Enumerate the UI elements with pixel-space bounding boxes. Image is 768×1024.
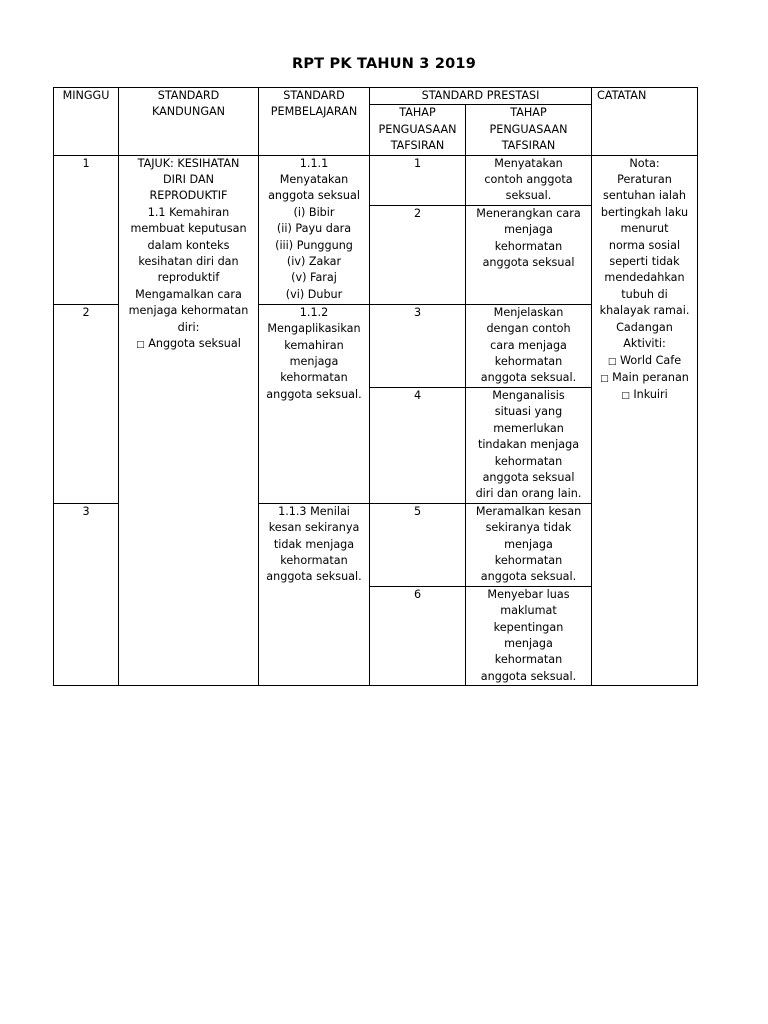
checkbox-bullet-icon: □ — [600, 373, 609, 384]
document-title: RPT PK TAHUN 3 2019 — [291, 56, 477, 72]
checkbox-bullet-icon: □ — [607, 356, 617, 367]
tafsiran-cell-1: Menyatakan contoh anggota seksual. — [466, 155, 592, 205]
activity-item: □ Inkuiri — [621, 388, 668, 402]
pembelajaran-cell-1-1-2: 1.1.2 Mengaplikasikan kemahiran menjaga kehormatan anggota seksual. — [259, 304, 370, 503]
checkbox-bullet-icon: □ — [621, 391, 630, 402]
activity-item: □ World Cafe — [607, 353, 682, 367]
header-tahap-penguasaan: TAHAP PENGUASAAN TAFSIRAN — [370, 105, 466, 155]
tahap-cell-5: 5 — [370, 503, 466, 586]
tahap-cell-3: 3 — [370, 304, 466, 387]
week-cell-3: 3 — [54, 503, 119, 685]
header-minggu: MINGGU — [54, 88, 119, 156]
tahap-cell-4: 4 — [370, 387, 466, 503]
tafsiran-cell-5: Meramalkan kesan sekiranya tidak menjaga kehormatan anggota seksual. — [466, 503, 592, 586]
pembelajaran-cell-1-1-3: 1.1.3 Menilai kesan sekiranya tidak menjaga kehormatan anggota seksual. — [259, 503, 370, 685]
pembelajaran-cell-1-1-1: 1.1.1 Menyatakan anggota seksual (i) Bibir (ii) Payu dara (iii) Punggung (iv) Zakar (v) Faraj (vi) Dubur — [259, 155, 370, 304]
tahap-cell-6: 6 — [370, 586, 466, 685]
standard-kandungan-cell: TAJUK: KESIHATAN DIRI DAN REPRODUKTIF 1.1 Kemahiran membuat keputusan dalam konteks kesihatan diri dan reproduktif Mengamalkan cara menjaga kehormatan diri: □ Anggota seksual — [119, 155, 259, 686]
tahap-cell-2: 2 — [370, 205, 466, 304]
header-standard-prestasi: STANDARD PRESTASI — [370, 88, 592, 105]
tafsiran-cell-4: Menganalisis situasi yang memerlukan tindakan menjaga kehormatan anggota seksual diri dan orang lain. — [466, 387, 592, 503]
header-row-1 — [54, 88, 698, 105]
tahap-cell-1: 1 — [370, 155, 466, 205]
table-row — [54, 155, 698, 205]
tafsiran-cell-3: Menjelaskan dengan contoh cara menjaga kehormatan anggota seksual. — [466, 304, 592, 387]
tafsiran-cell-6: Menyebar luas maklumat kepentingan menjaga kehormatan anggota seksual. — [466, 586, 592, 685]
checkbox-bullet-icon: □ — [136, 340, 145, 351]
header-standard-kandungan: STANDARD KANDUNGAN — [119, 88, 259, 156]
kandungan-bullet-item: □ Anggota seksual — [136, 337, 241, 351]
header-catatan: CATATAN — [592, 88, 698, 156]
header-standard-pembelajaran: STANDARD PEMBELAJARAN — [259, 88, 370, 156]
catatan-cell: Nota: Peraturan sentuhan ialah bertingkah laku menurut norma sosial seperti tidak mendedahkan tubuh di khalayak ramai. Cadangan Aktiviti: □ World Cafe □ Main peranan □ Inkuiri — [592, 155, 698, 686]
rpt-table — [53, 87, 698, 686]
activity-item: □ Main peranan — [600, 370, 689, 384]
week-cell-1: 1 — [54, 155, 119, 304]
tafsiran-cell-2: Menerangkan cara menjaga kehormatan anggota seksual — [466, 205, 592, 304]
week-cell-2: 2 — [54, 304, 119, 503]
header-tahap-tafsiran: TAHAP PENGUASAAN TAFSIRAN — [466, 105, 592, 155]
